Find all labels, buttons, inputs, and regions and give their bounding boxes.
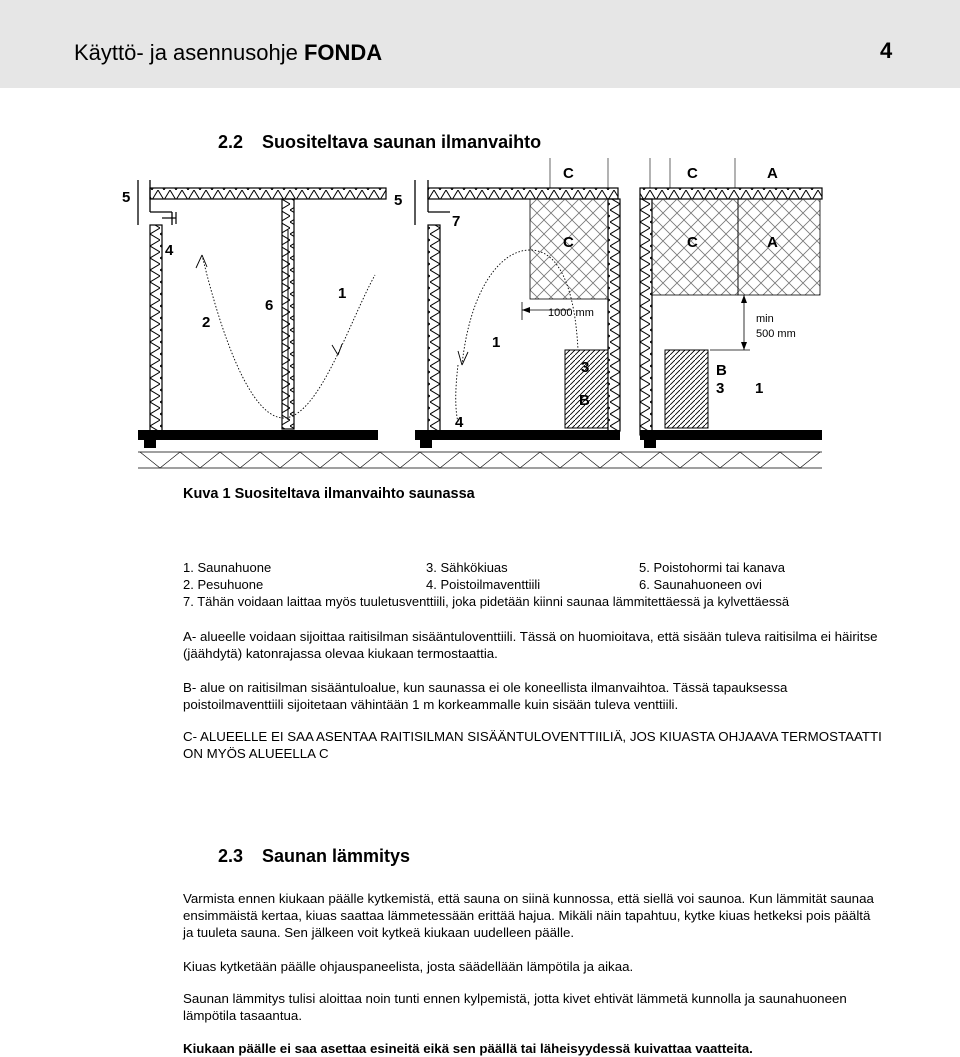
title-plain: Käyttö- ja asennusohje [74,40,304,65]
label-b-right: B [716,362,727,379]
paragraph-heating-3: Saunan lämmitys tulisi aloittaa noin tunti ennen kylpemistä, jotta kivet ehtivät lämmetä kunnolla ja saunahuoneen lämpötila tasaantua. [183,991,847,1023]
title-product-name: FONDA [303,40,383,65]
label-3-middle: 3 [581,359,590,376]
section-number: 2.2 [218,132,244,152]
page-header [0,0,960,88]
legend-item-4: 4. Poistoilmaventtiili [426,577,541,592]
page-number: 4 [880,38,893,63]
label-mid-c2: C [687,234,698,251]
label-4-left: 4 [165,242,174,259]
legend-item-7: 7. Tähän voidaan laittaa myös tuuletusventtiili, joka pidetään kiinni saunaa lämmitettäessä ja kylvettäessä [183,594,790,609]
label-1-right: 1 [755,380,764,397]
legend-item-1: 1. Saunahuone [183,560,272,575]
paragraph-zone-b: B- alue on raitisilman sisääntuloalue, kun saunassa ei ole koneellista ilmanvaihtoa. Tässä tapauksessa poistoilmaventtiili sijoitetaan vähintään 1 m korkeammalle kuin sisään tuleva venttiili. [183,680,788,712]
paragraph-heating-1: Varmista ennen kiukaan päälle kytkemistä, että sauna on siinä kunnossa, että siellä voi saunoa. Kun lämmität saunaa ensimmäistä kertaa, kiuas saattaa lämmetessään erittää hajua. Mikäli näin tapahtuu, kytke kiuas hetkeksi pois päältä ja tuuleta sauna. Sen jälkeen voit kytkeä kiukaan uudelleen päälle. [183,891,874,940]
section-heading-2-3 [218,846,410,867]
label-7: 7 [452,213,461,230]
label-6: 6 [265,297,274,314]
legend-item-6: 6. Saunahuoneen ovi [639,577,762,592]
ground-hatching [138,452,822,468]
label-top-c2: C [687,165,698,182]
label-5-left: 5 [122,189,131,206]
label-1-left: 1 [338,285,347,302]
section-title: Saunan lämmitys [262,846,411,866]
paragraph-heating-2: Kiuas kytketään päälle ohjauspaneelista, josta säädellään lämpötila ja aikaa. [183,959,634,974]
legend-item-3: 3. Sähkökiuas [426,560,508,575]
paragraph-zone-c: C- ALUEELLE EI SAA ASENTAA RAITISILMAN SISÄÄNTULOVENTTIILIÄ, JOS KIUASTA OHJAAVA TERMOSTAATTI ON MYÖS ALUEELLA C [183,729,882,761]
label-2: 2 [202,314,211,331]
label-top-a: A [767,165,778,182]
label-4-middle: 4 [455,414,464,431]
label-b-middle: B [579,392,590,409]
document-title [74,40,382,66]
dimension-1000mm: 1000 mm [548,307,594,319]
section-title: Suositeltava saunan ilmanvaihto [262,132,542,152]
section-number: 2.3 [218,846,244,866]
room-left [138,180,386,448]
figure-caption: Kuva 1 Suositeltava ilmanvaihto saunassa [183,486,475,502]
label-mid-a: A [767,234,778,251]
dimension-min: min [756,313,774,325]
legend-item-5: 5. Poistohormi tai kanava [639,560,785,575]
room-right [640,158,822,448]
label-mid-c1: C [563,234,574,251]
paragraph-heating-warning: Kiukaan päälle ei saa asettaa esineitä eikä sen päällä tai läheisyydessä kuivattaa vaatteita. [183,1041,753,1056]
legend-item-2: 2. Pesuhuone [183,577,264,592]
label-top-c1: C [563,165,574,182]
label-3-right: 3 [716,380,725,397]
ventilation-diagram [110,150,830,480]
label-5-middle: 5 [394,192,403,209]
dimension-500mm: 500 mm [756,328,796,340]
paragraph-zone-a: A- alueelle voidaan sijoittaa raitisilman sisääntuloventtiili. Tässä on huomioitava, että sisään tuleva raitisilma ei häiritse (jäähdytä) katonrajassa olevaa kiukaan termostaattia. [183,629,878,661]
label-1-middle: 1 [492,334,501,351]
